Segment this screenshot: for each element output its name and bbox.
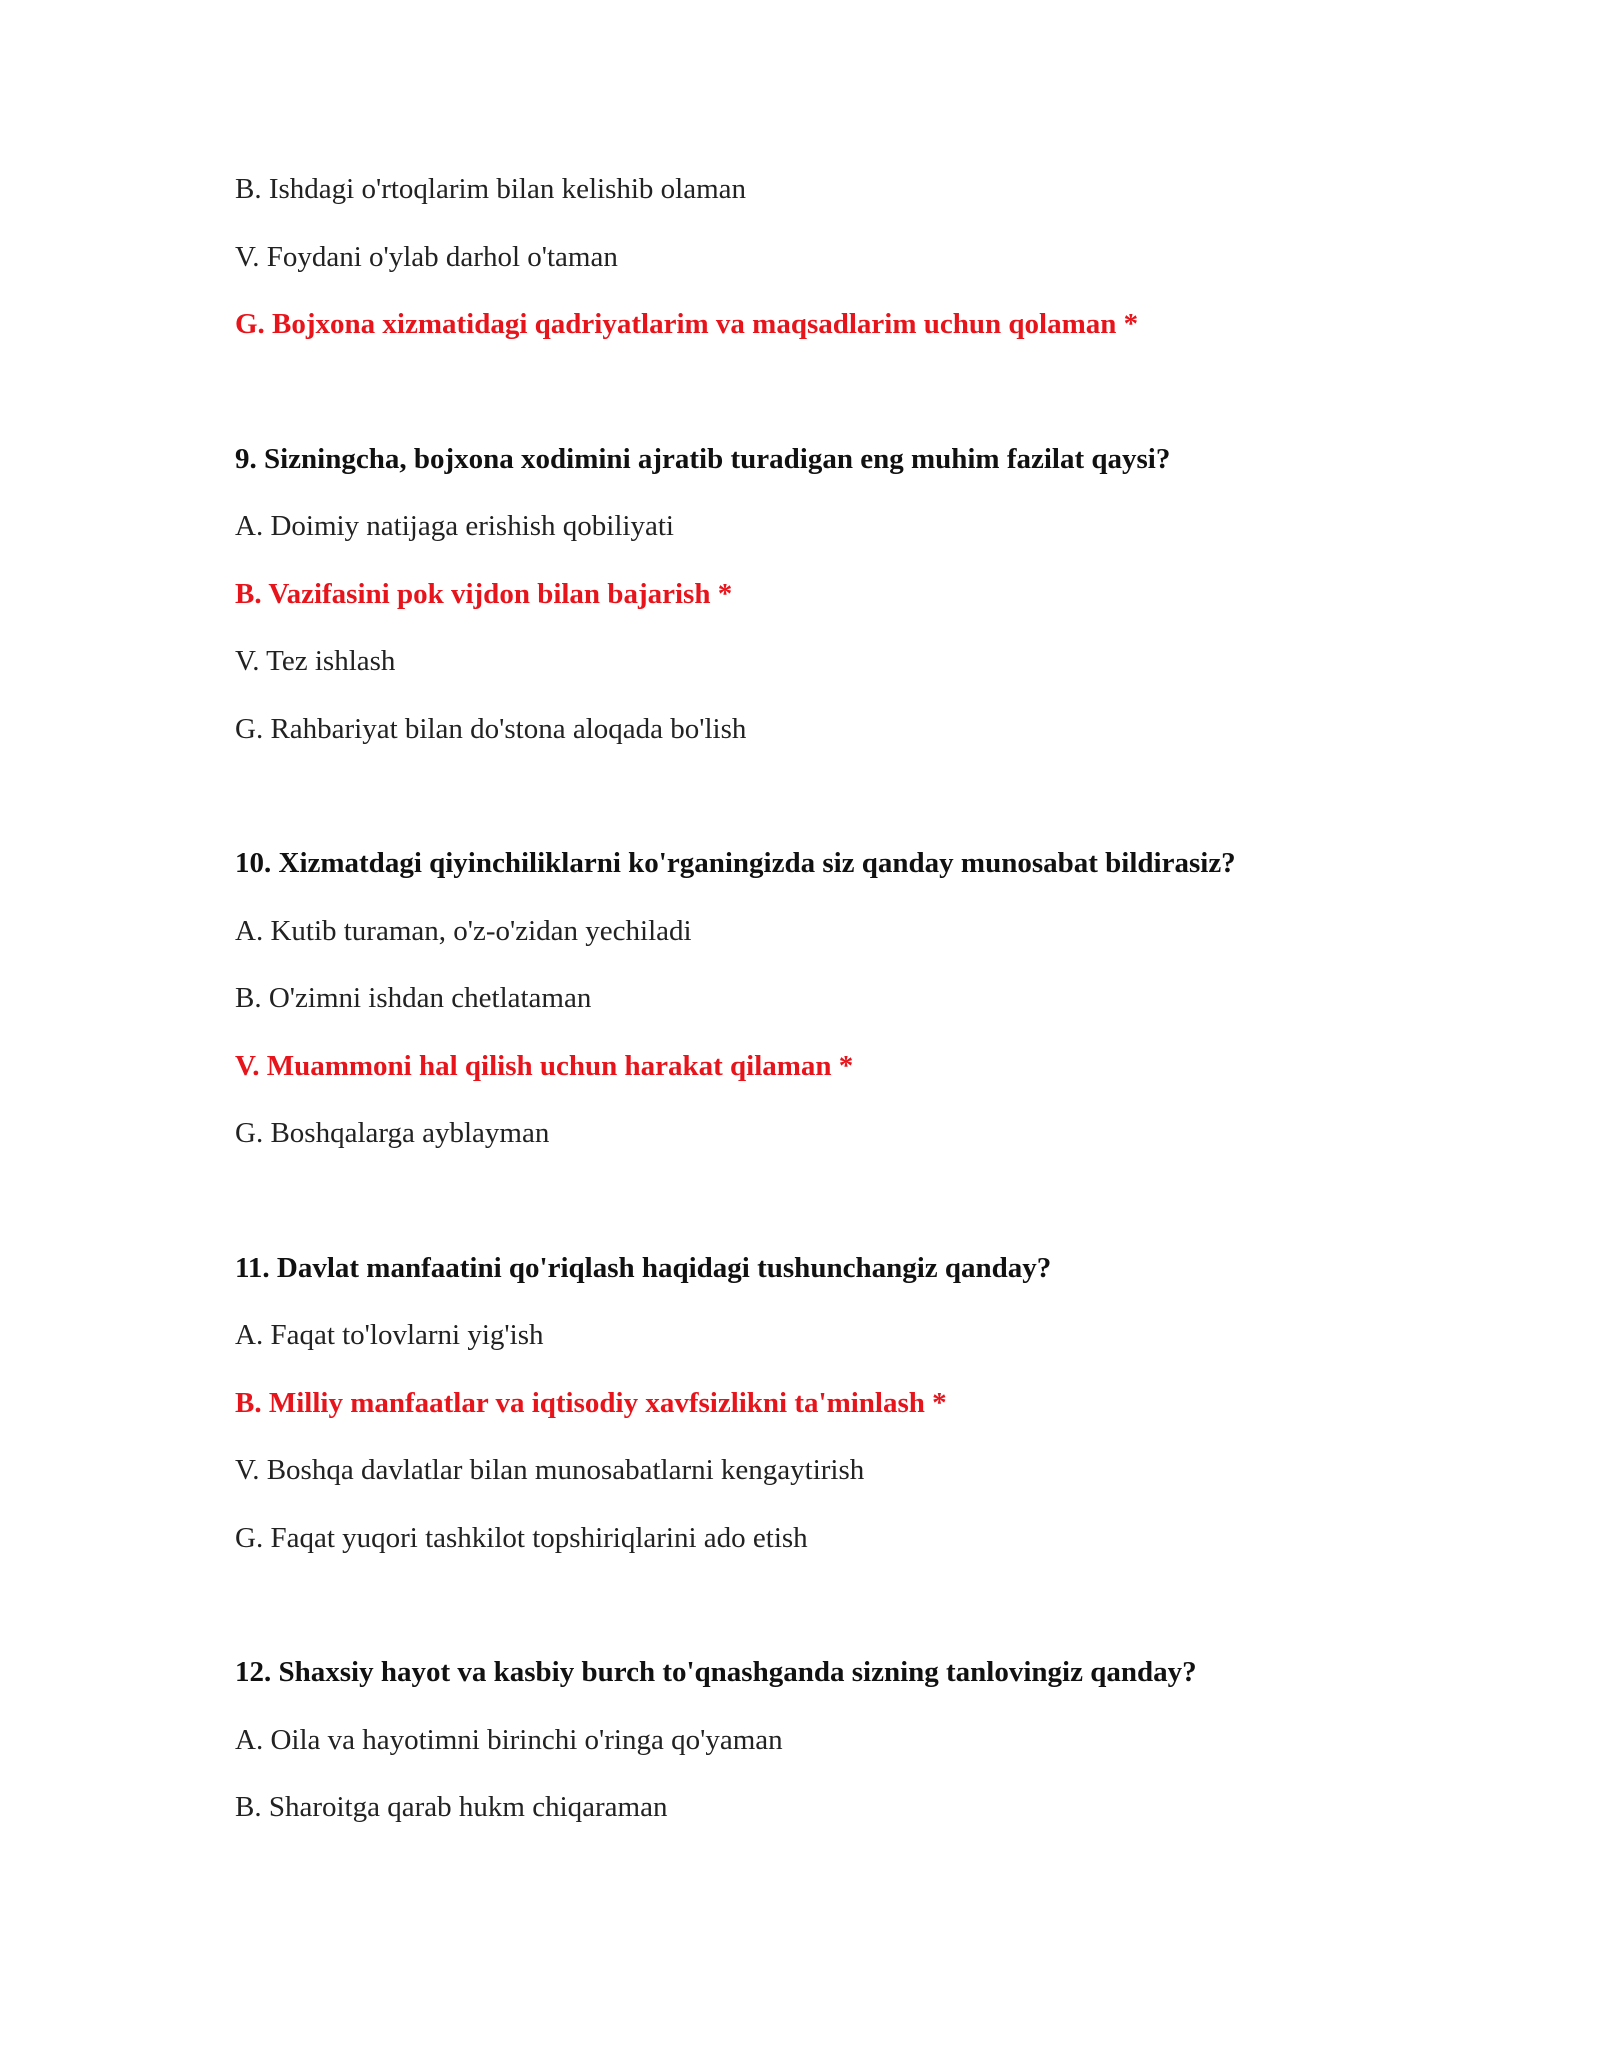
answer-option: V. Tez ishlash bbox=[235, 645, 396, 677]
question-block-continued bbox=[235, 172, 1435, 341]
quiz-content bbox=[235, 172, 1435, 1858]
block-spacer bbox=[235, 1588, 1435, 1655]
answer-option: G. Boshqalarga ayblayman bbox=[235, 1117, 550, 1149]
block-spacer bbox=[235, 779, 1435, 846]
answer-option: V. Boshqa davlatlar bilan munosabatlarni kengaytirish bbox=[235, 1454, 865, 1486]
answer-option: B. Sharoitga qarab hukm chiqaraman bbox=[235, 1791, 668, 1823]
question-text: 9. Sizningcha, bojxona xodimini ajratib turadigan eng muhim fazilat qaysi? bbox=[235, 442, 1171, 475]
answer-option: A. Faqat to'lovlarni yig'ish bbox=[235, 1319, 544, 1351]
answer-option-correct: G. Bojxona xizmatidagi qadriyatlarim va maqsadlarim uchun qolaman * bbox=[235, 308, 1139, 340]
answer-option: V. Foydani o'ylab darhol o'taman bbox=[235, 240, 618, 273]
answer-option-correct: V. Muammoni hal qilish uchun harakat qilaman * bbox=[235, 1049, 854, 1082]
question-block-12 bbox=[235, 1655, 1435, 1824]
block-spacer bbox=[235, 1184, 1435, 1251]
question-text: 11. Davlat manfaatini qo'riqlash haqidagi tushunchangiz qanday? bbox=[235, 1251, 1052, 1284]
answer-option: B. Ishdagi o'rtoqlarim bilan kelishib olaman bbox=[235, 173, 747, 205]
answer-option: B. O'zimni ishdan chetlataman bbox=[235, 982, 592, 1014]
answer-option: A. Doimiy natijaga erishish qobiliyati bbox=[235, 510, 674, 542]
answer-option: G. Rahbariyat bilan do'stona aloqada bo'lish bbox=[235, 712, 747, 745]
answer-option-correct: B. Vazifasini pok vijdon bilan bajarish * bbox=[235, 577, 733, 610]
question-block-11 bbox=[235, 1251, 1435, 1555]
question-block-10 bbox=[235, 846, 1435, 1150]
question-text: 10. Xizmatdagi qiyinchiliklarni ko'rganingizda siz qanday munosabat bildirasiz? bbox=[235, 847, 1236, 879]
block-spacer bbox=[235, 375, 1435, 442]
answer-option: A. Oila va hayotimni birinchi o'ringa qo'yaman bbox=[235, 1723, 783, 1756]
answer-option: A. Kutib turaman, o'z-o'zidan yechiladi bbox=[235, 914, 692, 947]
answer-option-correct: B. Milliy manfaatlar va iqtisodiy xavfsizlikni ta'minlash * bbox=[235, 1386, 947, 1419]
answer-option: G. Faqat yuqori tashkilot topshiriqlarini ado etish bbox=[235, 1521, 808, 1554]
question-block-9 bbox=[235, 442, 1435, 746]
question-text: 12. Shaxsiy hayot va kasbiy burch to'qnashganda sizning tanlovingiz qanday? bbox=[235, 1656, 1197, 1688]
